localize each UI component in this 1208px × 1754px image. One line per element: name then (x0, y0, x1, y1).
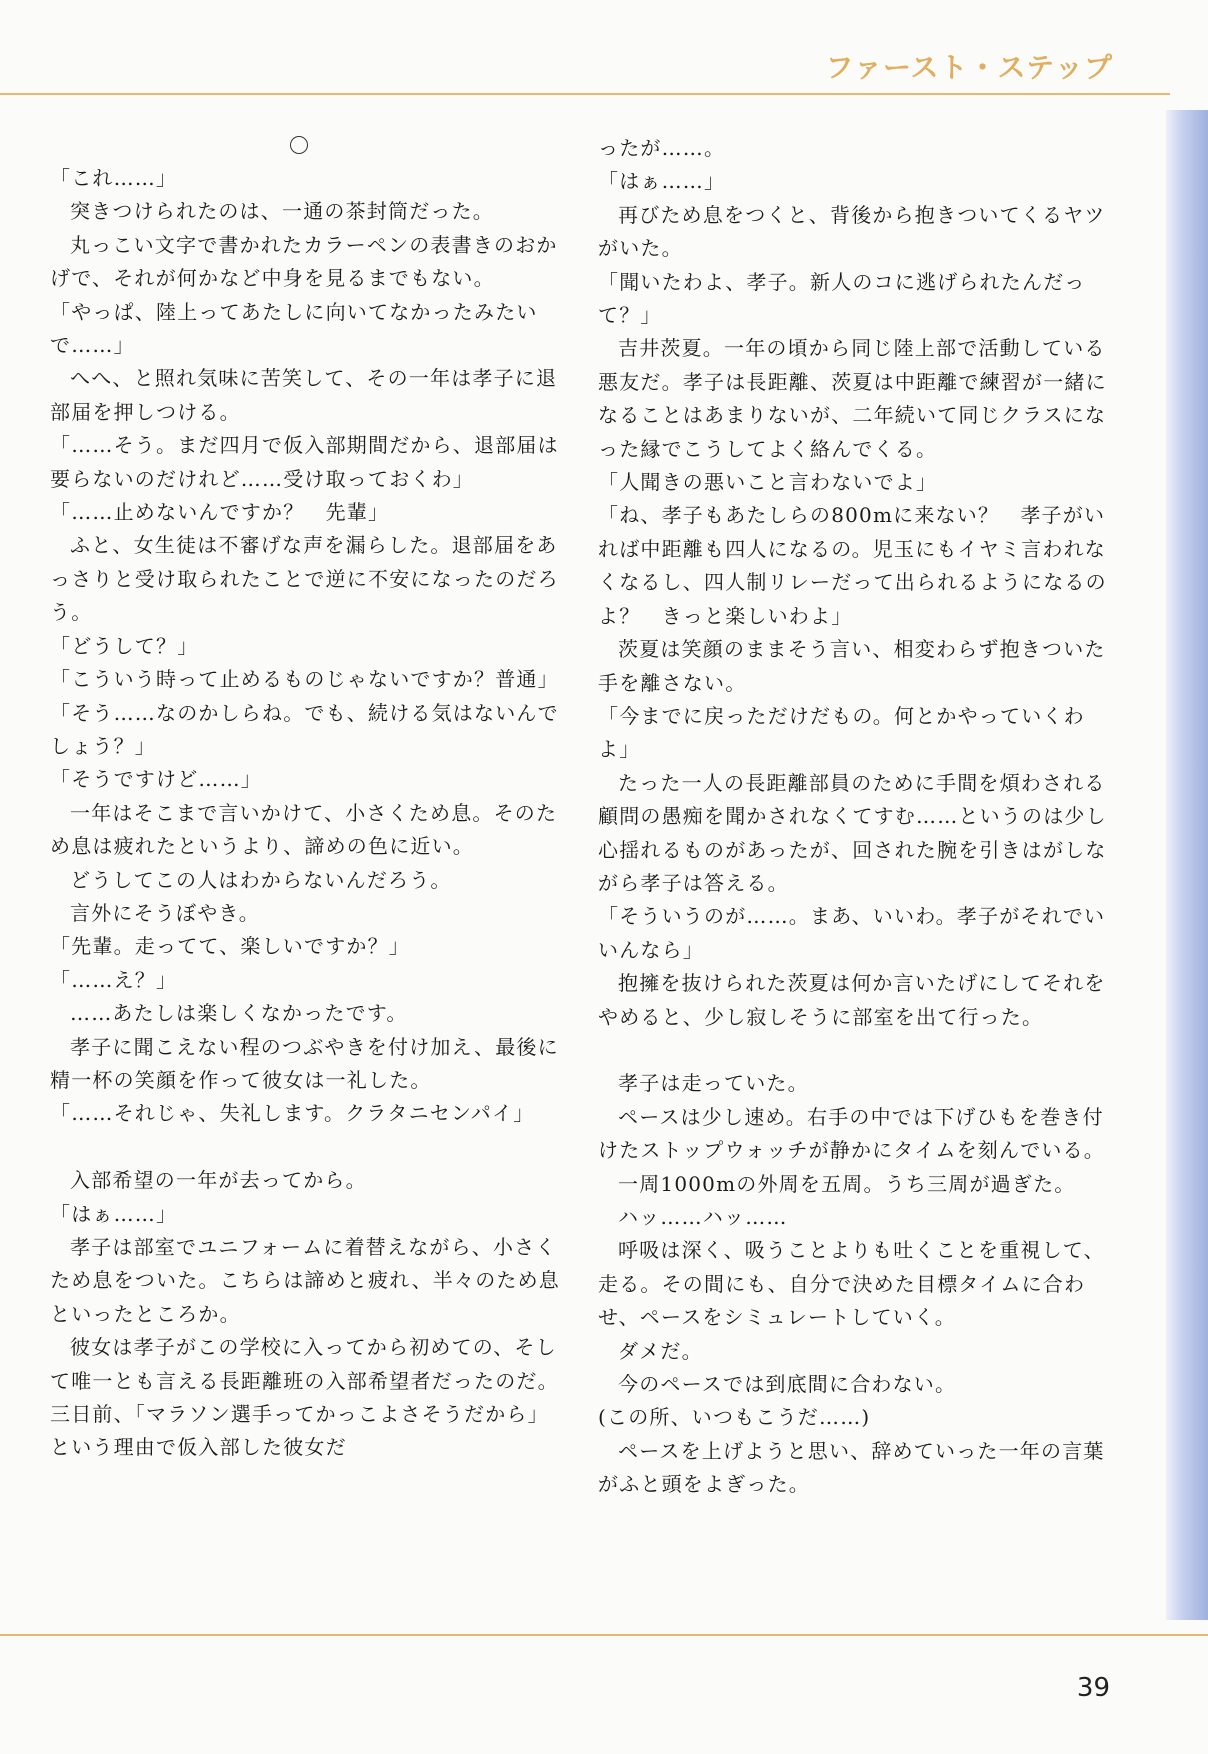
narration-paragraph: 入部希望の一年が去ってから。 (70, 1168, 367, 1193)
narration-paragraph: 突きつけられたのは、一通の茶封筒だった。 (70, 199, 494, 224)
header-rule (0, 93, 1170, 95)
dialogue-paragraph: 「聞いたわよ、孝子。新人のコに逃げられたんだって？」 (598, 269, 1086, 328)
narration-paragraph: 吉井茨夏。一年の頃から同じ陸上部で活動している悪友だ。孝子は長距離、茨夏は中距離で練習が一緒になることはあまりないが、二年続いて同じクラスになった縁でこうしてよく絡んでくる。 (598, 336, 1107, 461)
narration-paragraph: ペースは少し速め。右手の中では下げひもを巻き付けたストップウォッチが静かにタイムを刻んでいる。 (598, 1104, 1105, 1163)
dialogue-paragraph: 「そうですけど……」 (50, 767, 262, 792)
narration-paragraph: へへ、と照れ気味に苦笑して、その一年は孝子に退部届を押しつける。 (50, 366, 558, 424)
page-number: 39 (1076, 1673, 1110, 1703)
narration-paragraph: どうしてこの人はわからないんだろう。 (70, 867, 452, 892)
dialogue-paragraph: 「先輩。走ってて、楽しいですか？」 (50, 934, 410, 959)
narration-paragraph: ……あたしは楽しくなかったです。 (70, 1001, 408, 1026)
blank-line (50, 1131, 560, 1164)
narration-paragraph: 一年はそこまで言いかけて、小さくため息。そのため息は疲れたというより、諦めの色に近い。 (50, 800, 558, 859)
blank-line (598, 1034, 1108, 1067)
thought-paragraph: (この所、いつもこうだ……) (598, 1405, 871, 1430)
narration-paragraph: 彼女は孝子がこの学校に入ってから初めての、そして唯一とも言える長距離班の入部希望者だったのだ。三日前、「マラソン選手ってかっこよさそうだから」という理由で仮入部した彼女だ (50, 1335, 559, 1460)
narration-paragraph: ダメだ。 (618, 1338, 703, 1363)
dialogue-paragraph: 「……え？」 (50, 967, 178, 992)
dialogue-paragraph: 「そう……なのかしらね。でも、続ける気はないんでしょう？」 (50, 700, 559, 758)
dialogue-paragraph: 「ね、孝子もあたしらの800mに来ない？ 孝子がいれば中距離も四人になるの。児玉にもイヤミ言われなくなるし、四人制リレーだって出られるようになるのよ？ きっと楽しいわよ」 (598, 503, 1107, 628)
dialogue-paragraph: 「今までに戻っただけだもの。何とかやっていくわよ」 (598, 703, 1085, 762)
narration-paragraph: 孝子は走っていた。 (618, 1071, 809, 1096)
footer-rule (0, 1634, 1208, 1636)
narration-paragraph: 呼吸は深く、吸うことよりも吐くことを重視して、走る。その間にも、自分で決めた目標タイムに合わせ、ペースをシミュレートしていく。 (598, 1238, 1105, 1330)
right-text-column (598, 132, 1108, 1502)
dialogue-paragraph: 「……それじゃ、失礼します。クラタニセンパイ」 (50, 1101, 535, 1126)
narration-paragraph: 再びため息をつくと、背後から抱きついてくるヤツがいた。 (598, 202, 1106, 261)
narration-paragraph: ハッ……ハッ…… (618, 1204, 788, 1229)
continuation-paragraph: ったが……。 (598, 136, 726, 160)
narration-paragraph: 抱擁を抜けられた茨夏は何か言いたげにしてそれをやめると、少し寂しそうに部室を出て行った。 (598, 971, 1106, 1029)
narration-paragraph: 孝子は部室でユニフォームに着替えながら、小さくため息をついた。こちらは諦めと疲れ、半々のため息といったところか。 (50, 1234, 560, 1326)
narration-paragraph: ふと、女生徒は不審げな声を漏らした。退部届をあっさりと受け取られたことで逆に不安になったのだろう。 (50, 533, 559, 625)
chapter-title: ファースト・ステップ (825, 51, 1113, 84)
narration-paragraph: 茨夏は笑顔のままそう言い、相変わらず抱きついた手を離さない。 (598, 637, 1106, 695)
dialogue-paragraph: 「どうして？」 (50, 633, 199, 658)
narration-paragraph: 一周1000mの外周を五周。うち三周が過ぎた。 (618, 1171, 1076, 1196)
narration-paragraph: 孝子に聞こえない程のつぶやきを付け加え、最後に精一杯の笑顔を作って彼女は一礼した。 (50, 1034, 559, 1092)
narration-paragraph: たった一人の長距離部員のために手間を煩わされる顧問の愚痴を聞かされなくてすむ……というのは少し心揺れるものがあったが、回された腕を引きはがしながら孝子は答える。 (598, 770, 1107, 895)
side-tab-decoration (1166, 110, 1208, 1620)
narration-paragraph: 言外にそうぼやき。 (70, 900, 260, 925)
dialogue-paragraph: 「はぁ……」 (598, 169, 726, 194)
dialogue-paragraph: 「……そう。まだ四月で仮入部期間だから、退部届は要らないのだけれど……受け取っておくわ」 (50, 433, 559, 491)
narration-paragraph: 丸っこい文字で書かれたカラーペンの表書きのおかげで、それが何かなど中身を見るまでもない。 (50, 232, 558, 291)
dialogue-paragraph: 「……止めないんですか？ 先輩」 (50, 500, 390, 525)
dialogue-paragraph: 「これ……」 (50, 166, 178, 190)
dialogue-paragraph: 「はぁ……」 (50, 1201, 178, 1226)
left-text-column (50, 132, 560, 1465)
dialogue-paragraph: 「やっぱ、陸上ってあたしに向いてなかったみたいで……」 (50, 299, 538, 358)
dialogue-paragraph: 「そういうのが……。まあ、いいわ。孝子がそれでいいんなら」 (598, 904, 1106, 962)
narration-paragraph: 今のペースでは到底間に合わない。 (618, 1372, 957, 1397)
dialogue-paragraph: 「人聞きの悪いこと言わないでよ」 (598, 470, 938, 495)
narration-paragraph: ペースを上げようと思い、辞めていった一年の言葉がふと頭をよぎった。 (598, 1438, 1105, 1497)
scene-break-circle (290, 136, 308, 154)
dialogue-paragraph: 「こういう時って止めるものじゃないですか？普通」 (50, 667, 559, 692)
